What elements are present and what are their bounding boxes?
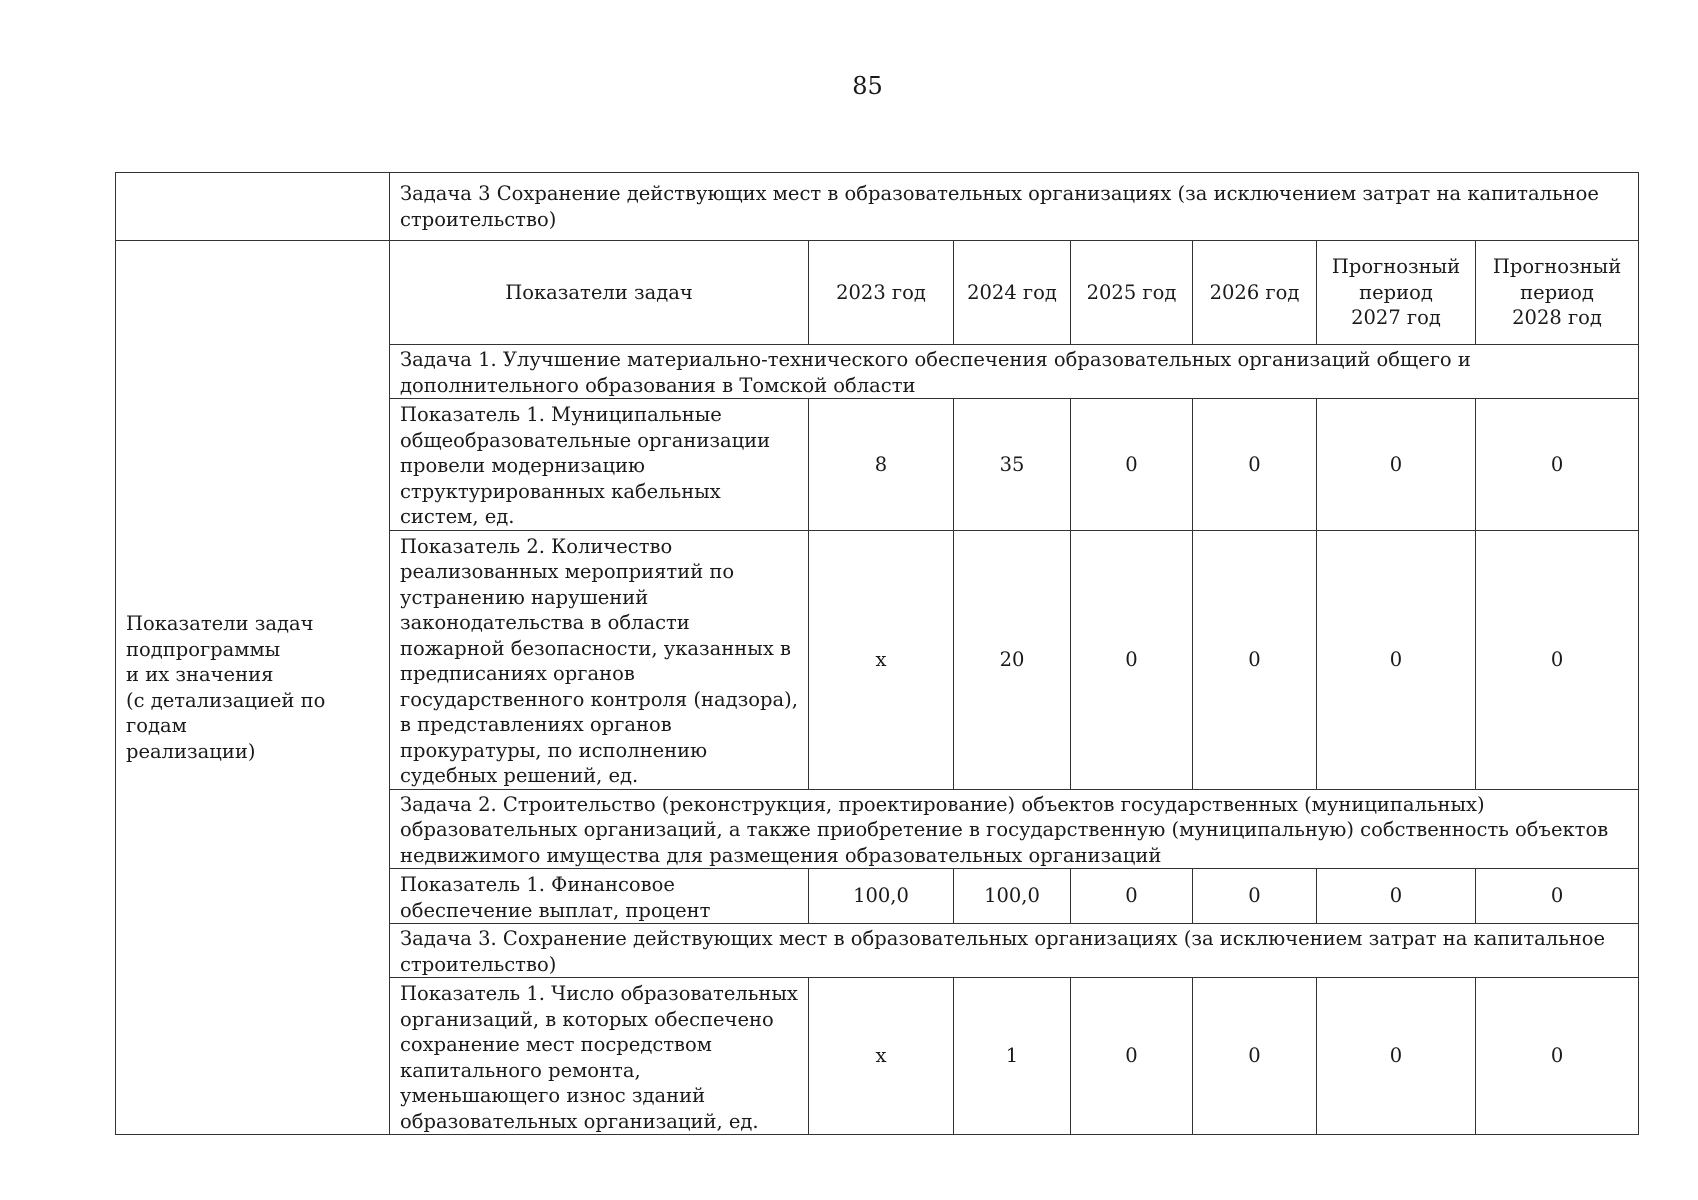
t1-ind1-value-2026: 0 xyxy=(1193,399,1317,531)
header-line: 2027 год xyxy=(1351,306,1441,330)
t1-ind1-value-2025: 0 xyxy=(1071,399,1193,531)
header-line: период xyxy=(1359,280,1433,304)
t2-ind1-value-2025: 0 xyxy=(1071,869,1193,924)
task3-cell: Задача 3. Сохранение действующих мест в образовательных организациях (за исключением затрат на капитальное строительство) xyxy=(390,924,1639,978)
left-label-cell xyxy=(116,241,390,1135)
t2-ind1-value-2027: 0 xyxy=(1317,869,1476,924)
t3-ind1-label: Показатель 1. Число образовательных организаций, в которых обеспечено сохранение мест посредством капитального ремонта, уменьшающего износ зданий образовательных организаций, ед. xyxy=(390,978,809,1135)
t3-ind1-value-2028: 0 xyxy=(1476,978,1639,1135)
t1-ind2-label: Показатель 2. Количество реализованных мероприятий по устранению нарушений законодательства в области пожарной безопасности, указанных в предписаниях органов государственного контроля (надзора), в представлениях органов прокуратуры, по исполнению судебных решений, ед. xyxy=(390,530,809,789)
task2-cell: Задача 2. Строительство (реконструкция, проектирование) объектов государственных (муниципальных) образовательных организаций, а также приобретение в государственную (муниципальную) собственность объектов недвижимого имущества для размещения образовательных организаций xyxy=(390,789,1639,869)
header-line: 2028 год xyxy=(1512,306,1602,330)
t1-ind2-value-2028: 0 xyxy=(1476,530,1639,789)
t3-ind1-value-2023: х xyxy=(809,978,954,1135)
header-indicators: Показатели задач xyxy=(390,241,809,345)
t1-ind1-label: Показатель 1. Муниципальные общеобразовательные организации провели модернизацию структурированных кабельных систем, ед. xyxy=(390,399,809,531)
t1-ind2-value-2026: 0 xyxy=(1193,530,1317,789)
t1-ind2-value-2027: 0 xyxy=(1317,530,1476,789)
t1-ind2-value-2023: х xyxy=(809,530,954,789)
t1-ind1-value-2024: 35 xyxy=(954,399,1071,531)
task1-cell: Задача 1. Улучшение материально-технического обеспечения образовательных организаций общего и дополнительного образования в Томской области xyxy=(390,345,1639,399)
t1-ind1-value-2027: 0 xyxy=(1317,399,1476,531)
left-label-line: подпрограммы xyxy=(126,637,281,661)
t2-ind1-label: Показатель 1. Финансовое обеспечение выплат, процент xyxy=(390,869,809,924)
top-task-row xyxy=(116,173,1639,241)
t3-ind1-value-2026: 0 xyxy=(1193,978,1317,1135)
header-row xyxy=(116,241,1639,345)
header-forecast-2027 xyxy=(1317,241,1476,345)
t2-ind1-value-2026: 0 xyxy=(1193,869,1317,924)
header-line: Прогнозный xyxy=(1492,255,1622,279)
header-line: Прогнозный xyxy=(1331,255,1461,279)
left-label-line: и их значения xyxy=(126,663,274,686)
header-2024: 2024 год xyxy=(954,241,1071,345)
left-label-line: (с детализацией по годам xyxy=(126,688,326,737)
empty-cell xyxy=(116,173,390,241)
t2-ind1-value-2023: 100,0 xyxy=(809,869,954,924)
t1-ind2-value-2024: 20 xyxy=(954,530,1071,789)
header-2023: 2023 год xyxy=(809,241,954,345)
top-task-cell: Задача 3 Сохранение действующих мест в образовательных организациях (за исключением затрат на капитальное строительство) xyxy=(390,173,1639,241)
left-label-line: Показатели задач xyxy=(126,612,314,635)
header-2026: 2026 год xyxy=(1193,241,1317,345)
t1-ind1-value-2028: 0 xyxy=(1476,399,1639,531)
subprogram-indicators-table xyxy=(115,172,1639,1135)
t2-ind1-value-2024: 100,0 xyxy=(954,869,1071,924)
t1-ind1-value-2023: 8 xyxy=(809,399,954,531)
header-line: период xyxy=(1520,280,1594,304)
t1-ind2-value-2025: 0 xyxy=(1071,530,1193,789)
header-2025: 2025 год xyxy=(1071,241,1193,345)
t2-ind1-value-2028: 0 xyxy=(1476,869,1639,924)
t3-ind1-value-2027: 0 xyxy=(1317,978,1476,1135)
page-number: 85 xyxy=(852,72,883,100)
left-label-line: реализации) xyxy=(126,739,256,763)
t3-ind1-value-2024: 1 xyxy=(954,978,1071,1135)
header-forecast-2028 xyxy=(1476,241,1639,345)
t3-ind1-value-2025: 0 xyxy=(1071,978,1193,1135)
